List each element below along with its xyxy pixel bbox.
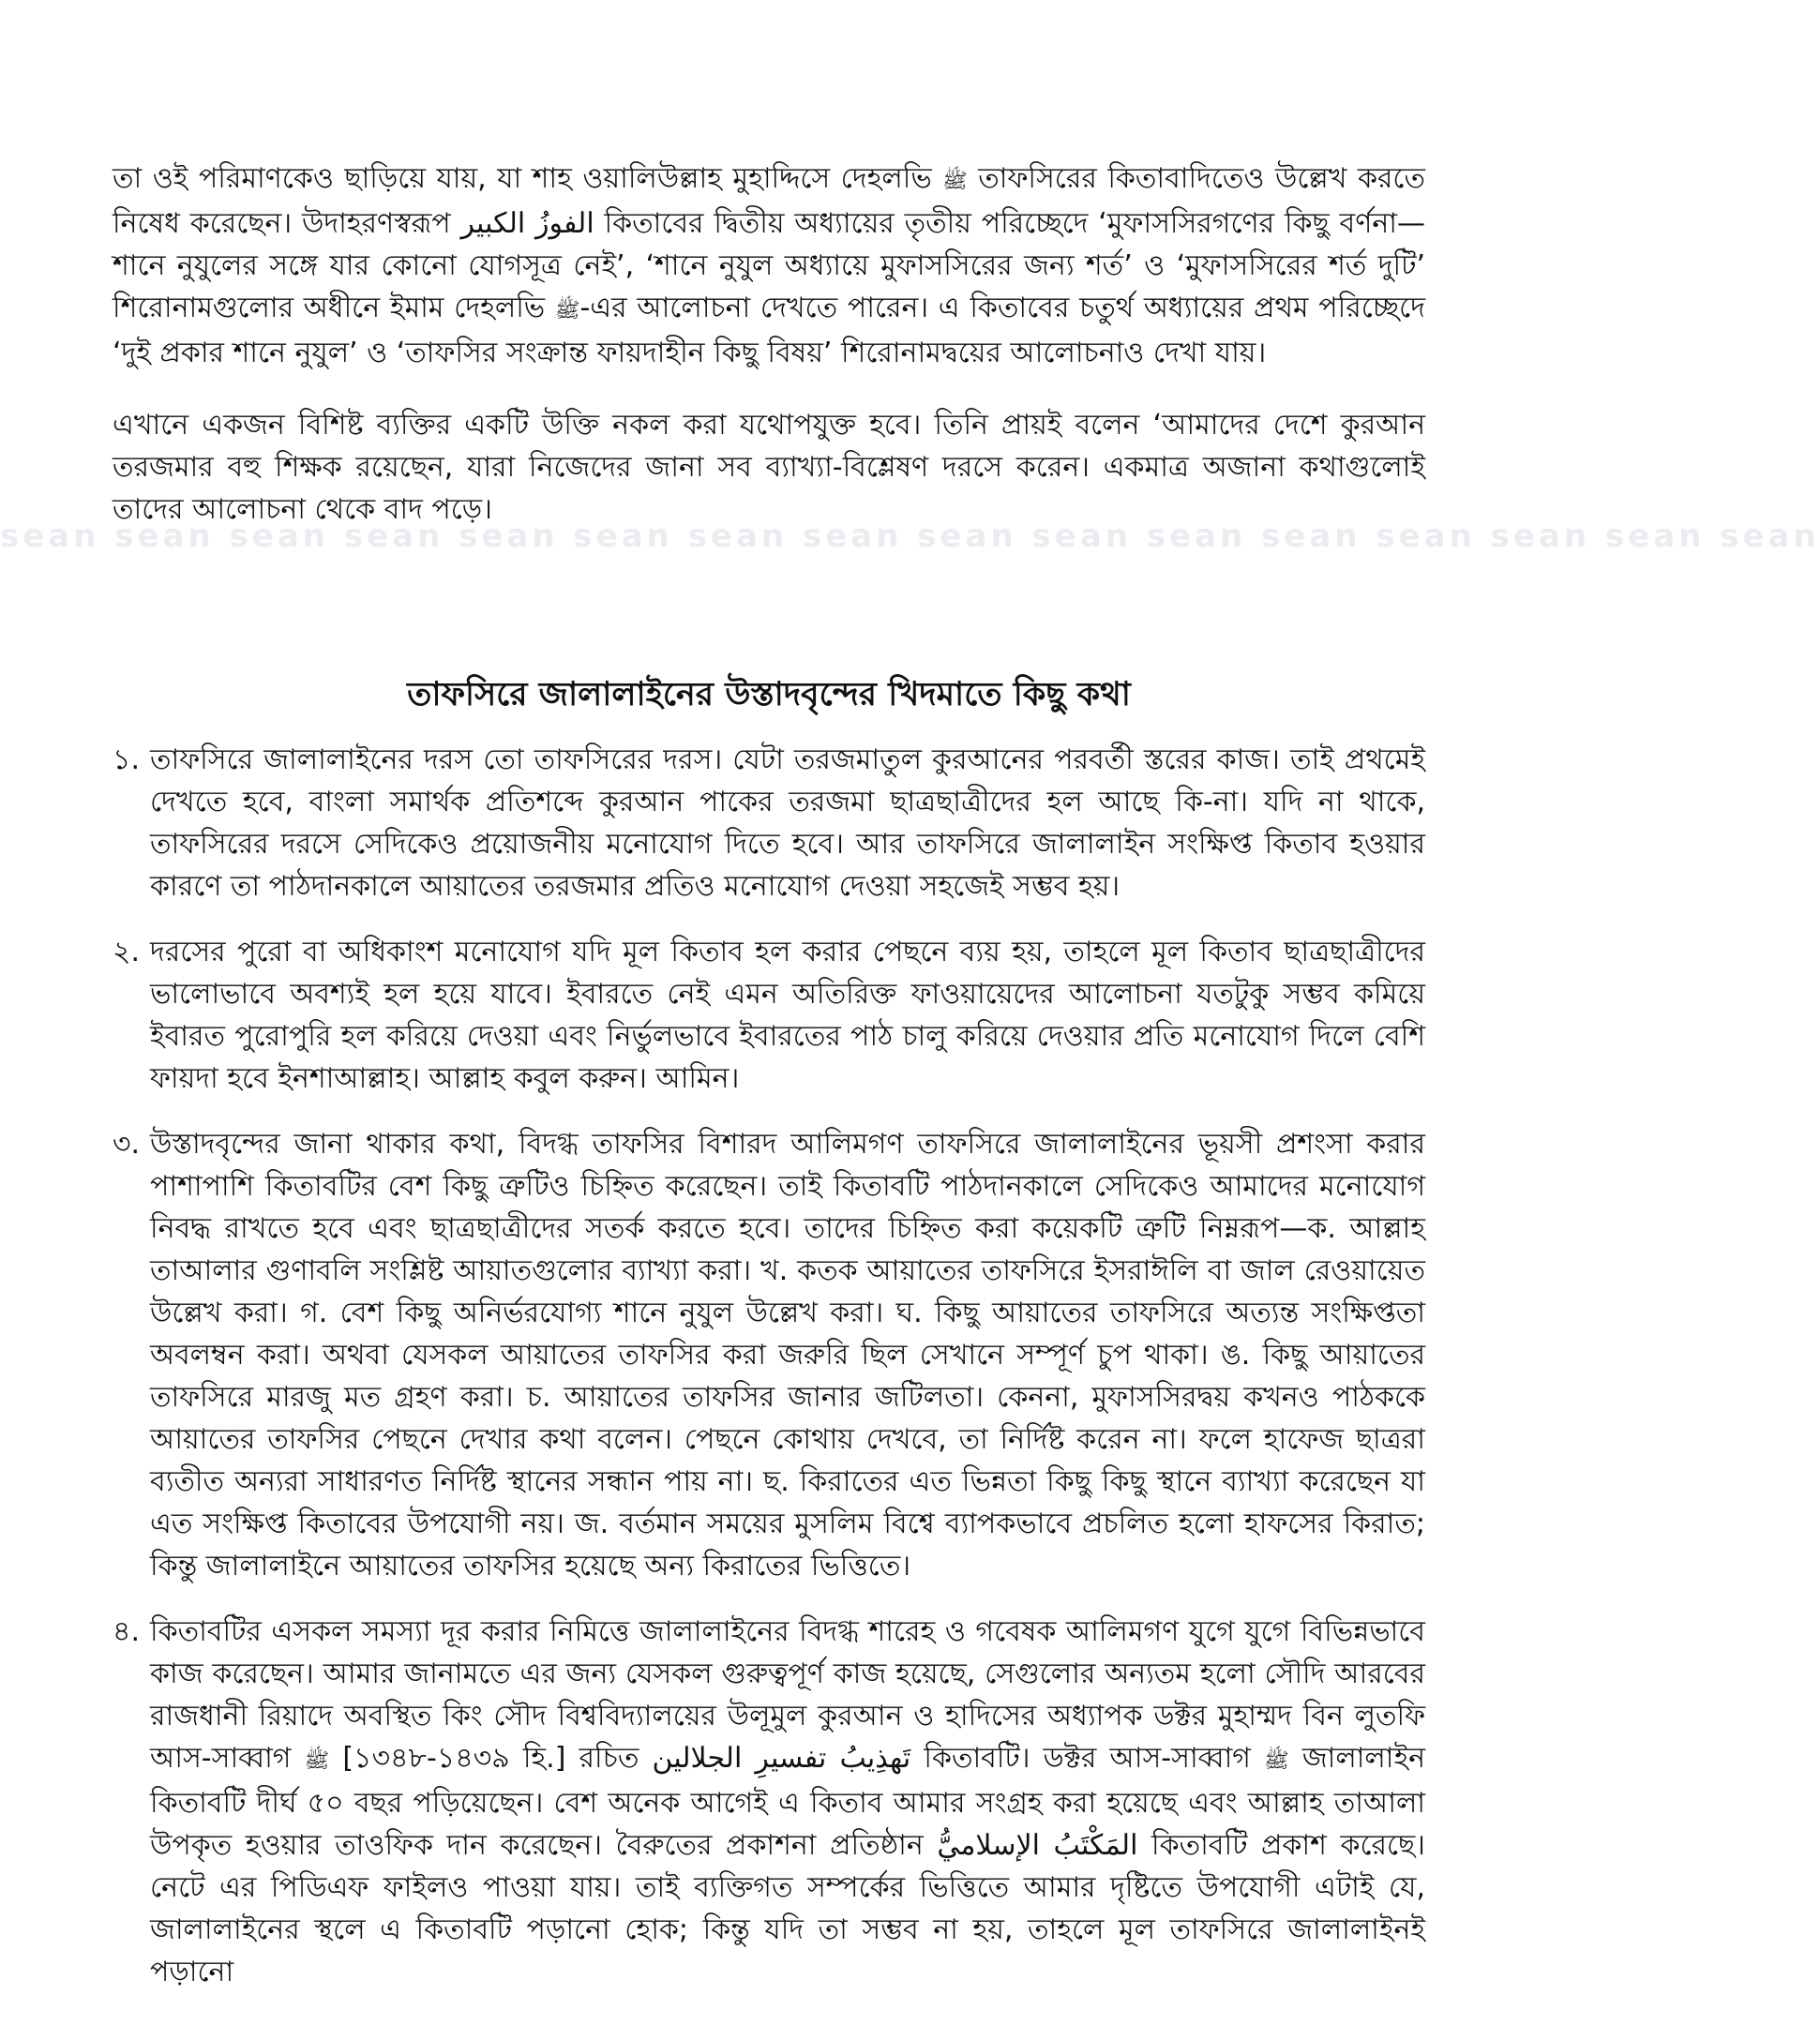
list-item [113, 931, 1425, 1100]
item-text: দরসের পুরো বা অধিকাংশ মনোযোগ যদি মূল কিতাব হল করার পেছনে ব্যয় হয়, তাহলে মূল কিতাব ছাত্রছাত্রীদের ভালোভাবে অবশ্যই হল হয়ে যাবে। ইবারতে নেই এমন অতিরিক্ত ফাওয়ায়েদের আলোচনা যতটুকু সম্ভব কমিয়ে ইবারত পুরোপুরি হল করিয়ে দেওয়া এবং নির্ভুলভাবে ইবারতের পাঠ চালু করিয়ে দেওয়ার প্রতি মনোযোগ দিলে বেশি ফায়দা হবে ইনশাআল্লাহ। আল্লাহ কবুল করুন। আমিন। [150, 936, 1425, 1095]
list-item [113, 739, 1425, 908]
item-text [150, 1615, 1425, 1988]
text-run: কিতাবের দ্বিতীয় অধ্যায়ের তৃতীয় পরিচ্ছেদে ‘মুফাসসিরগণের কিছু বর্ণনা—শানে নুযুলের সঙ্গে যার কোনো যোগসূত্র নেই’, ‘শানে নুযুল অধ্যায়ে মুফাসসিরের জন্য শর্ত’ ও ‘মুফাসসিরের শর্ত দুটি’ শিরোনামগুলোর অধীনে ইমাম দেহলভি [113, 207, 1425, 324]
text-run: -এর আলোচনা দেখতে পারেন। এ কিতাবের চতুর্থ অধ্যায়ের প্রথম পরিচ্ছেদে ‘দুই প্রকার শানে নুযুল’ ও ‘তাফসির সংক্রান্ত ফায়দাহীন কিছু বিষয়’ শিরোনামদ্বয়ের আলোচনাও দেখা যায়। [113, 292, 1425, 369]
item-number: ৪. [113, 1615, 141, 1648]
text-run: কিতাবটি। ডক্টর আস-সাব্বাগ [924, 1742, 1251, 1775]
text-run: কিতাবটির এসকল সমস্যা দূর করার নিমিত্তে জালালাইনের বিদগ্ধ শারেহ ও গবেষক আলিমগণ যুগে যুগে বিভিন্নভাবে কাজ করেছেন। আমার জানামতে এর জন্য যেসকল গুরুত্বপূর্ণ কাজ হয়েছে, সেগুলোর অন্যতম হলো সৌদি আরবের রাজধানী রিয়াদে অবস্থিত কিং সৌদ বিশ্ববিদ্যালয়ের উলূমুল কুরআন ও হাদিসের অধ্যাপক ডক্টর মুহাম্মদ বিন লুতফি আস-সাব্বাগ [150, 1615, 1425, 1775]
salutation-glyph: ﷺ [1264, 1749, 1289, 1773]
text-run: কিতাবটি প্রকাশ করেছে। নেটে এর পিডিএফ ফাইলও পাওয়া যায়। তাই ব্যক্তিগত সম্পর্কের ভিত্তিতে আমার দৃষ্টিতে উপযোগী এটাই যে, জালালাইনের স্থলে এ কিতাবটি পড়ানো হোক; কিন্তু যদি তা সম্ভব না হয়, তাহলে মূল তাফসিরে জালালাইনই পড়ানো [150, 1829, 1425, 1988]
watermark: sean sean sean sean sean sean sean sean sean sean sean sean sean sean sean sean [0, 518, 1820, 555]
arabic-title: تَهذِيبُ تفسيرِ الجلالين [652, 1742, 911, 1775]
item-text: উস্তাদবৃন্দের জানা থাকার কথা, বিদগ্ধ তাফসির বিশারদ আলিমগণ তাফসিরে জালালাইনের ভূয়সী প্রশংসা করার পাশাপাশি কিতাবটির বেশ কিছু ত্রুটিও চিহ্নিত করেছেন। তাই কিতাবটি পাঠদানকালে সেদিকেও আমাদের মনোযোগ নিবদ্ধ রাখতে হবে এবং ছাত্রছাত্রীদের সতর্ক করতে হবে। তাদের চিহ্নিত করা কয়েকটি ত্রুটি নিম্নরূপ—ক. আল্লাহ তাআলার গুণাবলি সংশ্লিষ্ট আয়াতগুলোর ব্যাখ্যা করা। খ. কতক আয়াতের তাফসিরে ইসরাঈলি বা জাল রেওয়ায়েত উল্লেখ করা। গ. বেশ কিছু অনির্ভরযোগ্য শানে নুযুল উল্লেখ করা। ঘ. কিছু আয়াতের তাফসিরে অত্যন্ত সংক্ষিপ্ততা অবলম্বন করা। অথবা যেসকল আয়াতের তাফসির করা জরুরি ছিল সেখানে সম্পূর্ণ চুপ থাকা। ঙ. কিছু আয়াতের তাফসিরে মারজু মত গ্রহণ করা। চ. আয়াতের তাফসির জানার জটিলতা। কেননা, মুফাসসিরদ্বয় কখনও পাঠককে আয়াতের তাফসির পেছনে দেখার কথা বলেন। পেছনে কোথায় দেখবে, তা নির্দিষ্ট করেন না। ফলে হাফেজ ছাত্ররা ব্যতীত অন্যরা সাধারণত নির্দিষ্ট স্থানের সন্ধান পায় না। ছ. কিরাতের এত ভিন্নতা কিছু কিছু স্থানে ব্যাখ্যা করেছেন যা এত সংক্ষিপ্ত কিতাবের উপযোগী নয়। জ. বর্তমান সময়ের মুসলিম বিশ্বে ব্যাপকভাবে প্রচলিত হলো হাফসের কিরাত; কিন্তু জালালাইনে আয়াতের তাফসির হয়েছে অন্য কিরাতের ভিত্তিতে। [150, 1128, 1425, 1582]
arabic-publisher-name: المَكْتَبُ الإسلاميُّ [937, 1829, 1138, 1862]
item-number: ২. [113, 936, 141, 968]
text-run: তাফসিরের কিতাবাদিতেও উল্লেখ করতে নিষেধ করেছেন। উদাহরণস্বরূপ [113, 162, 1425, 240]
item-number: ১. [113, 743, 141, 776]
text-run: জালালাইন কিতাবটি দীর্ঘ ৫০ বছর পড়িয়েছেন। বেশ অনেক আগেই এ কিতাব আমার সংগ্রহ করা হয়েছে এবং আল্লাহ তাআলা উপকৃত হওয়ার তাওফিক দান করেছেন। বৈরুতের প্রকাশনা প্রতিষ্ঠান [150, 1742, 1425, 1862]
section-heading: তাফসিরে জালালাইনের উস্তাদবৃন্দের খিদমাতে কিছু কথা [407, 676, 1131, 713]
intro-paragraph-1 [113, 158, 1425, 374]
list-item [113, 1611, 1425, 1993]
salutation-glyph: ﷺ [554, 299, 580, 322]
item-number: ৩. [113, 1128, 141, 1161]
item-text: তাফসিরে জালালাইনের দরস তো তাফসিরের দরস। যেটা তরজমাতুল কুরআনের পরবর্তী স্তরের কাজ। তাই প্রথমেই দেখতে হবে, বাংলা সমার্থক প্রতিশব্দে কুরআন পাকের তরজমা ছাত্রছাত্রীদের হল আছে কি-না। যদি না থাকে, তাফসিরের দরসে সেদিকেও প্রয়োজনীয় মনোযোগ দিতে হবে। আর তাফসিরে জালালাইন সংক্ষিপ্ত কিতাব হওয়ার কারণে তা পাঠদানকালে আয়াতের তরজমার প্রতিও মনোযোগ দেওয়া সহজেই সম্ভব হয়। [150, 743, 1425, 903]
text-run: [১৩৪৮-১৪৩৯ হি.] রচিত [342, 1742, 639, 1775]
text-run: তা ওই পরিমাণকেও ছাড়িয়ে যায়, যা শাহ ওয়ালিউল্লাহ মুহাদ্দিসে দেহলভি [113, 162, 932, 195]
intro-paragraph-2: এখানে একজন বিশিষ্ট ব্যক্তির একটি উক্তি নকল করা যথোপযুক্ত হবে। তিনি প্রায়ই বলেন ‘আমাদের দেশে কুরআন তরজমার বহু শিক্ষক রয়েছেন, যারা নিজেদের জানা সব ব্যাখ্যা-বিশ্লেষণ দরসে করেন। একমাত্র অজানা কথাগুলোই তাদের আলোচনা থেকে বাদ পড়ে। [113, 409, 1425, 526]
salutation-glyph: ﷺ [304, 1749, 330, 1773]
salutation-glyph: ﷺ [942, 170, 968, 193]
list-item [113, 1123, 1425, 1587]
document-page [113, 158, 1425, 2017]
arabic-title: الفوزُ الكبير [460, 207, 594, 240]
